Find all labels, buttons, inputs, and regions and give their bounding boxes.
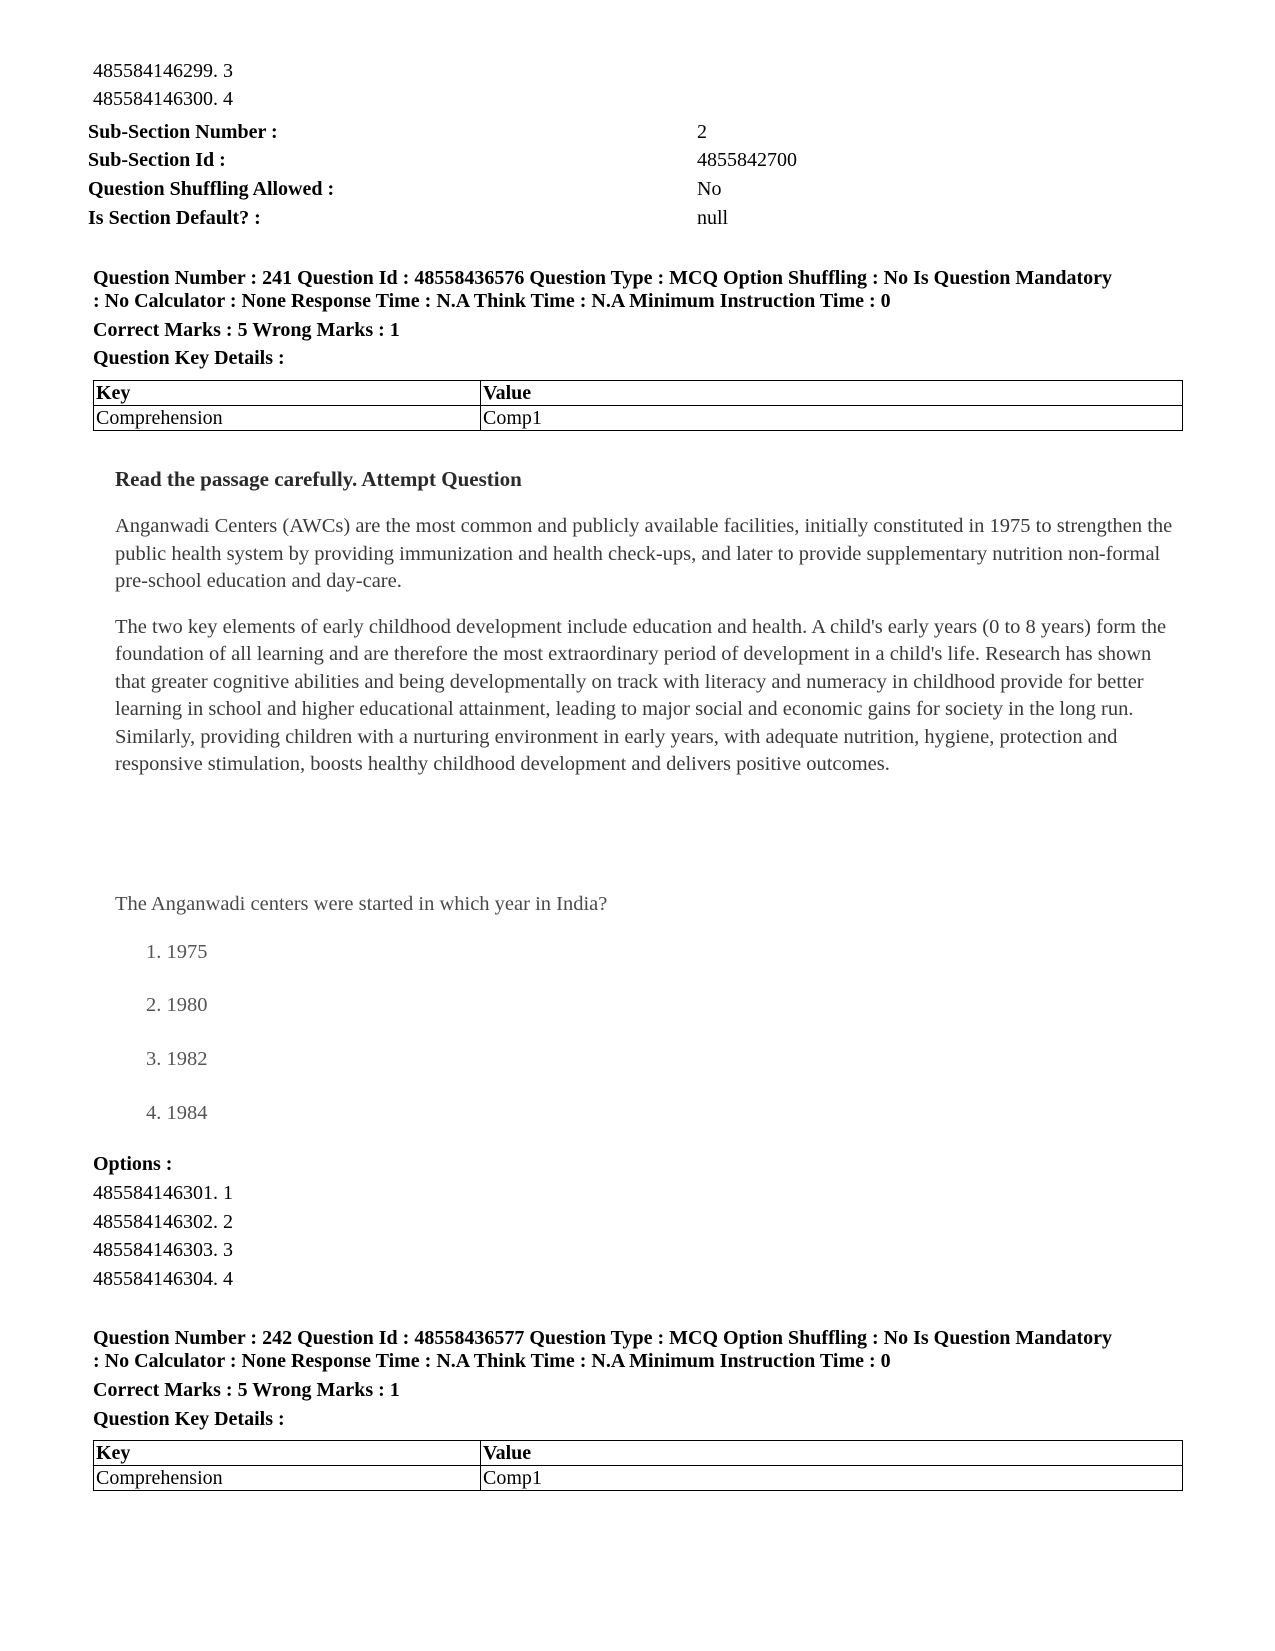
question-241-header-line1: Question Number : 241 Question Id : 48558436576 Question Type : MCQ Option Shuffling : No Is Question Mandatory: [93, 267, 1112, 289]
key-column-header: Key: [94, 381, 481, 406]
option-id-1: 485584146301. 1: [93, 1182, 233, 1204]
question-241-header-line2: : No Calculator : None Response Time : N.A Think Time : N.A Minimum Instruction Time : 0: [93, 290, 891, 312]
passage-title: Read the passage carefully. Attempt Question: [115, 467, 522, 491]
key-cell: Comprehension: [94, 406, 481, 431]
key-table-header-row: [94, 381, 1183, 406]
question-241-key-table: [93, 380, 1183, 431]
answer-choice-2: 2. 1980: [146, 994, 208, 1016]
question-241-key-details-label: Question Key Details :: [93, 347, 285, 369]
question-stem: The Anganwadi centers were started in which year in India?: [115, 893, 608, 915]
prev-option-4: 485584146300. 4: [93, 88, 233, 110]
option-id-3: 485584146303. 3: [93, 1239, 233, 1261]
key-cell: Comprehension: [94, 1466, 481, 1491]
question-242-key-table: [93, 1440, 1183, 1491]
value-column-header: Value: [481, 381, 1183, 406]
table-row: [94, 406, 1183, 431]
value-cell: Comp1: [481, 406, 1183, 431]
answer-choice-4: 4. 1984: [146, 1102, 208, 1124]
question-242-header-line1: Question Number : 242 Question Id : 48558436577 Question Type : MCQ Option Shuffling : No Is Question Mandatory: [93, 1327, 1112, 1349]
value-column-header: Value: [481, 1441, 1183, 1466]
comprehension-passage: [115, 465, 1175, 797]
subsection-number-value: 2: [697, 121, 707, 143]
key-column-header: Key: [94, 1441, 481, 1466]
options-label: Options :: [93, 1153, 173, 1175]
question-242-key-details-label: Question Key Details :: [93, 1408, 285, 1430]
prev-option-3: 485584146299. 3: [93, 60, 233, 82]
question-242-marks: Correct Marks : 5 Wrong Marks : 1: [93, 1379, 400, 1401]
value-cell: Comp1: [481, 1466, 1183, 1491]
question-241-marks: Correct Marks : 5 Wrong Marks : 1: [93, 319, 400, 341]
section-default-value: null: [697, 207, 729, 229]
question-241-header: [93, 267, 1193, 313]
passage-paragraph-1: Anganwadi Centers (AWCs) are the most common and publicly available facilities, initially constituted in 1975 to strengthen the public health system by providing immunization and health check-ups, and later to provide supplementary nutrition non-formal pre-school education and day-care.: [115, 515, 1173, 592]
answer-choice-3: 3. 1982: [146, 1048, 208, 1070]
question-242-header: [93, 1327, 1193, 1373]
answer-choice-1: 1. 1975: [146, 941, 208, 963]
subsection-number-label: Sub-Section Number :: [88, 121, 278, 143]
question-shuffling-value: No: [697, 178, 722, 200]
passage-paragraph-2: The two key elements of early childhood development include education and health. A child's early years (0 to 8 years) form the foundation of all learning and are therefore the most extraordinary period of development in a child's life. Research has shown that greater cognitive abilities and being developmentally on track with literacy and numeracy in childhood provide for better learning in school and higher educational attainment, leading to major social and economic gains for society in the long run. Similarly, providing children with a nurturing environment in early years, with adequate nutrition, hygiene, protection and responsive stimulation, boosts healthy childhood development and delivers positive outcomes.: [115, 615, 1167, 775]
question-shuffling-label: Question Shuffling Allowed :: [88, 178, 335, 200]
subsection-id-value: 4855842700: [697, 149, 797, 171]
option-id-4: 485584146304. 4: [93, 1268, 233, 1290]
question-242-header-line2: : No Calculator : None Response Time : N.A Think Time : N.A Minimum Instruction Time : 0: [93, 1350, 891, 1372]
subsection-id-label: Sub-Section Id :: [88, 149, 226, 171]
table-row: [94, 1466, 1183, 1491]
section-default-label: Is Section Default? :: [88, 207, 261, 229]
key-table-header-row: [94, 1441, 1183, 1466]
option-id-2: 485584146302. 2: [93, 1211, 233, 1233]
